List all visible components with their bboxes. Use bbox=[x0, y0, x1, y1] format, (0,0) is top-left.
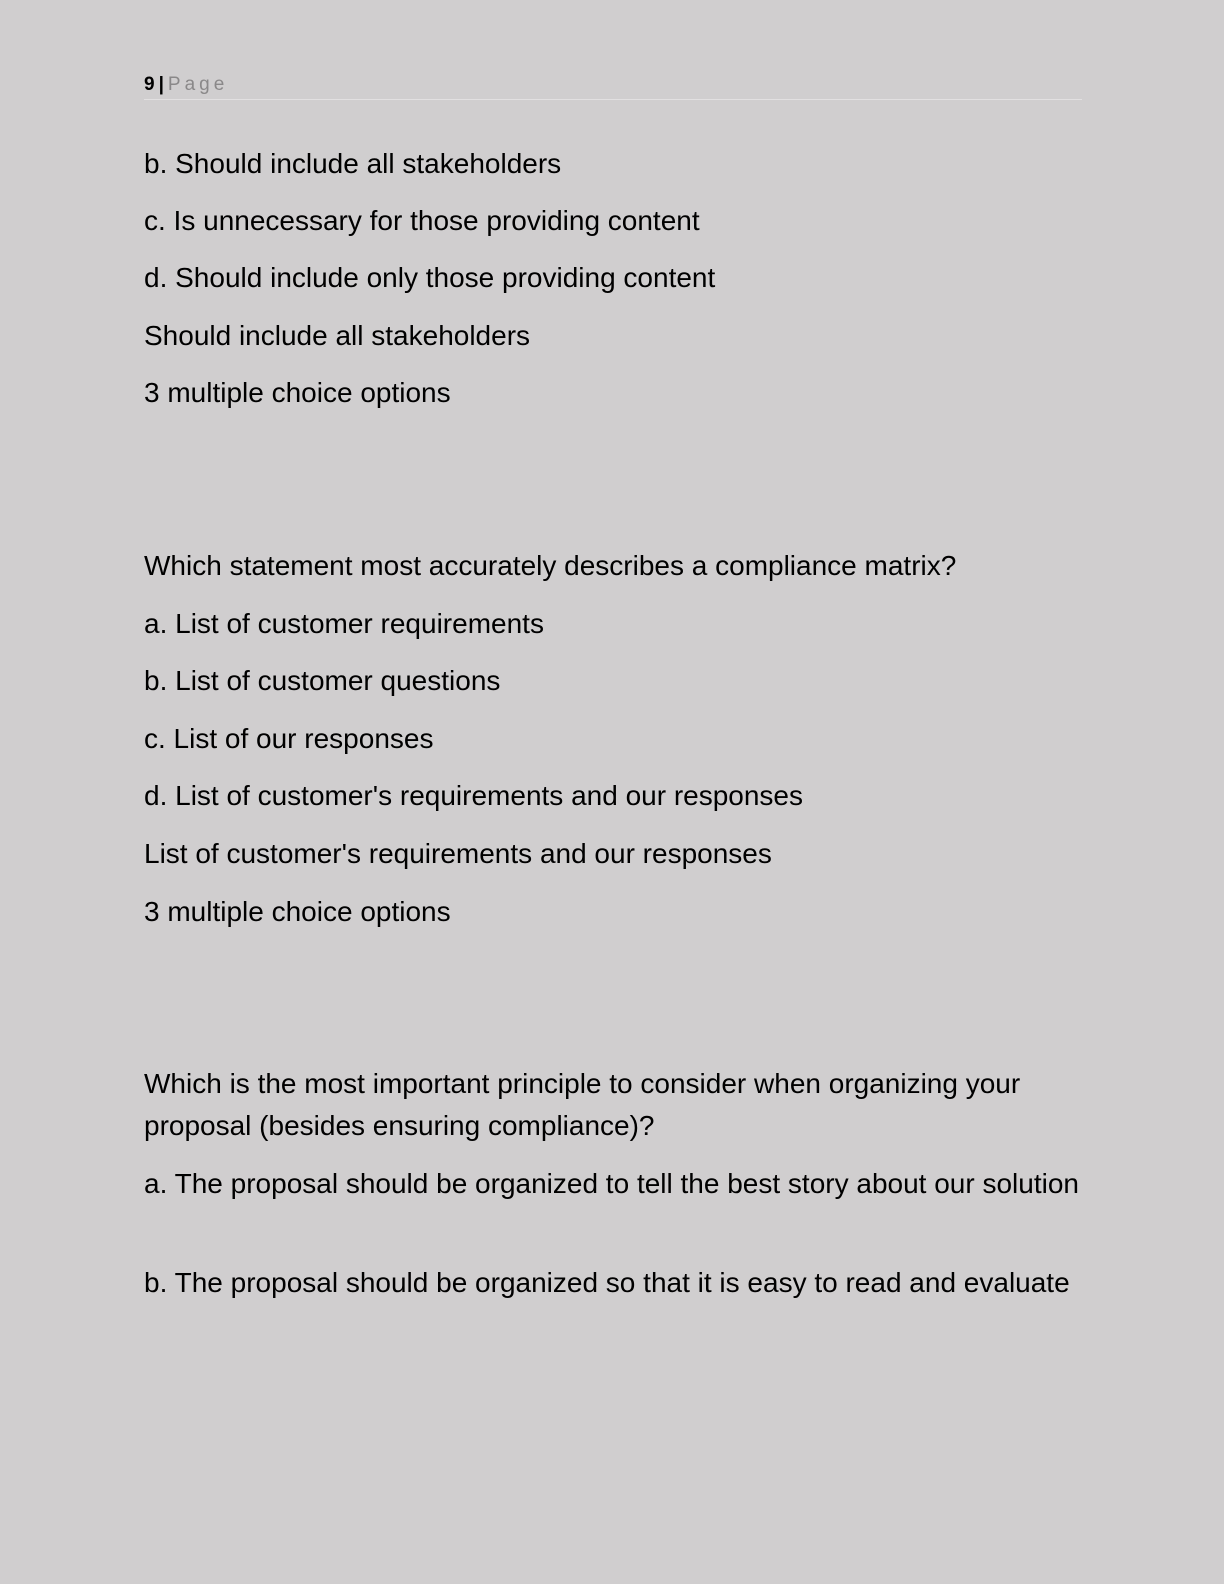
section1-answer: Should include all stakeholders bbox=[144, 320, 531, 351]
section3-option-b: b. The proposal should be organized so that it is easy to read and evaluate bbox=[144, 1267, 1070, 1298]
section2-note: 3 multiple choice options bbox=[144, 896, 451, 927]
page-label: Page bbox=[167, 74, 229, 95]
section2-question: Which statement most accurately describes a compliance matrix? bbox=[144, 550, 957, 581]
section3-question: Which is the most important principle to consider when organizing your proposal (besides ensuring compliance)? bbox=[144, 1068, 1021, 1141]
section2-answer: List of customer's requirements and our responses bbox=[144, 838, 772, 869]
section1-option-d: d. Should include only those providing content bbox=[144, 262, 716, 293]
page-number: 9 bbox=[144, 74, 155, 95]
section2-option-b: b. List of customer questions bbox=[144, 665, 501, 696]
section1-option-c: c. Is unnecessary for those providing content bbox=[144, 205, 700, 236]
section2-option-a: a. List of customer requirements bbox=[144, 608, 544, 639]
section2-option-d: d. List of customer's requirements and our responses bbox=[144, 780, 803, 811]
section1-note: 3 multiple choice options bbox=[144, 377, 451, 408]
page-header bbox=[144, 70, 1082, 100]
section3-option-a: a. The proposal should be organized to tell the best story about our solution bbox=[144, 1168, 1079, 1199]
section2-option-c: c. List of our responses bbox=[144, 723, 434, 754]
page-separator: | bbox=[158, 74, 164, 95]
section1-option-b: b. Should include all stakeholders bbox=[144, 148, 562, 179]
